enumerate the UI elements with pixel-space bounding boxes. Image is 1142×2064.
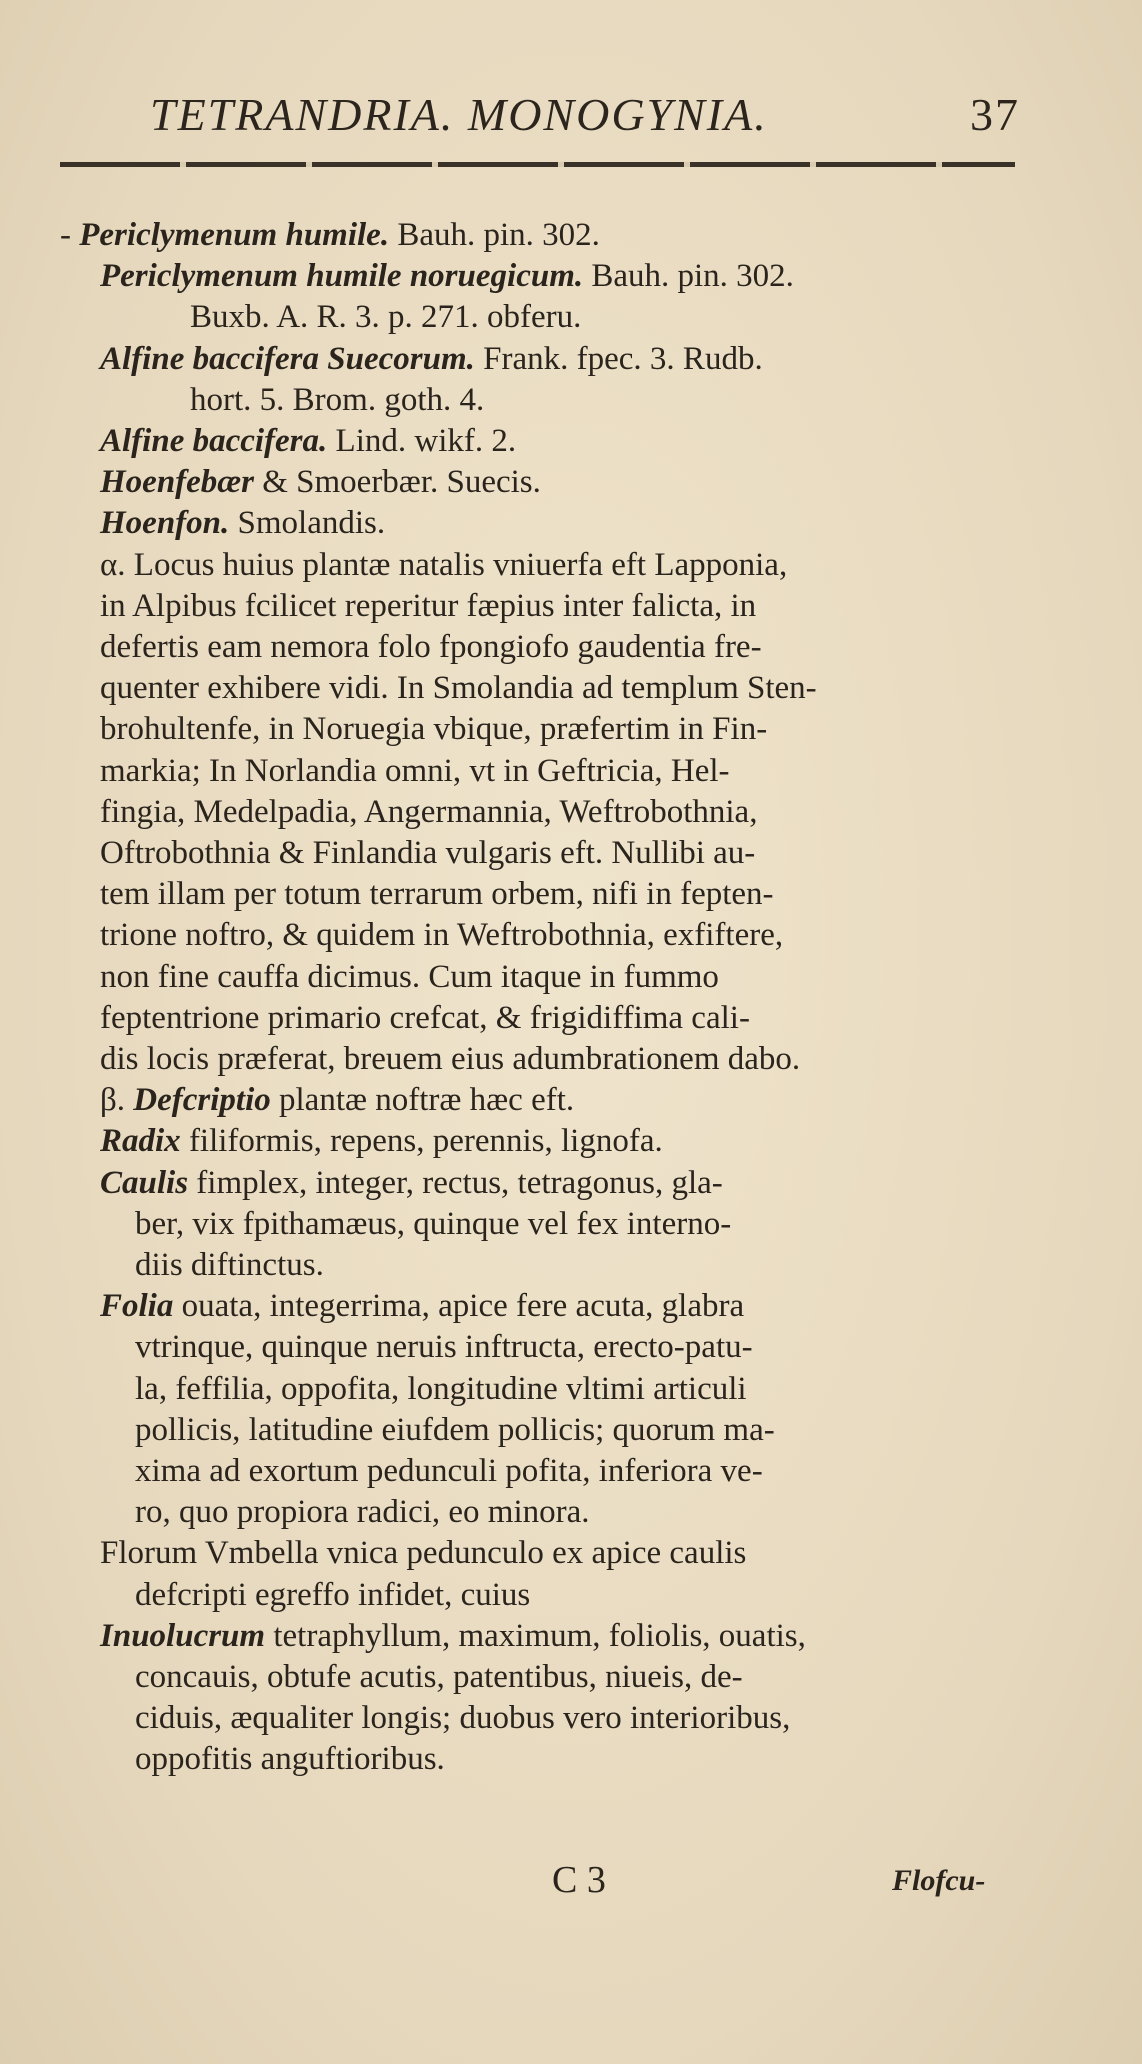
text-line	[100, 462, 541, 503]
text-line	[100, 1616, 806, 1657]
line-text: Frank. fpec. 3. Rudb.	[474, 340, 763, 377]
line-text: α. Locus huius plantæ natalis vniuerfa eft Lapponia,	[100, 546, 788, 583]
line-text: Buxb. A. R. 3. p. 271. obferu.	[190, 299, 582, 336]
text-line	[100, 833, 755, 874]
line-text: feptentrione primario crefcat, & frigidiffima cali-	[100, 999, 750, 1036]
italic-term: Defcriptio	[133, 1082, 271, 1119]
line-text: markia; In Norlandia omni, vt in Geftricia, Hel-	[100, 752, 730, 789]
line-text: oppofitis anguftioribus.	[135, 1741, 445, 1778]
running-header	[150, 88, 1020, 141]
line-text: defcripti egreffo infidet, cuius	[135, 1576, 531, 1613]
text-line	[100, 1039, 800, 1080]
header-rule	[60, 162, 1015, 167]
line-text: vtrinque, quinque neruis inftructa, erecto-patu-	[135, 1329, 753, 1366]
text-line	[60, 215, 600, 256]
line-text: Bauh. pin. 302.	[583, 258, 794, 295]
line-text: xima ad exortum pedunculi pofita, inferiora ve-	[135, 1453, 763, 1489]
line-text: fingia, Medelpadia, Angermannia, Weftrobothnia,	[100, 793, 758, 830]
header-title: TETRANDRIA. MONOGYNIA.	[150, 89, 768, 140]
line-text: la, feffilia, oppofita, longitudine vltimi articuli	[135, 1370, 747, 1407]
line-text: quenter exhibere vidi. In Smolandia ad templum Sten-	[100, 670, 817, 707]
text-line	[100, 1533, 746, 1574]
line-text: Bauh. pin. 302.	[389, 217, 600, 253]
text-line	[100, 627, 762, 668]
text-line	[100, 1286, 744, 1327]
line-text: ciduis, æqualiter longis; duobus vero interioribus,	[135, 1700, 791, 1737]
text-line	[100, 792, 757, 833]
page-number: 37	[970, 89, 1020, 140]
line-prefix: -	[60, 217, 80, 253]
text-line	[100, 957, 719, 998]
text-line	[135, 1369, 747, 1410]
text-line	[135, 1698, 790, 1739]
text-line	[135, 1657, 743, 1698]
text-line	[100, 1163, 723, 1204]
line-text: concauis, obtufe acutis, patentibus, niueis, de-	[135, 1659, 743, 1695]
italic-term: Periclymenum humile.	[79, 217, 390, 253]
line-text: Lind. wikf. 2.	[327, 423, 517, 459]
italic-term: Hoenfebær	[100, 464, 254, 501]
text-line	[190, 297, 581, 338]
text-line	[100, 874, 774, 915]
text-line	[190, 380, 484, 421]
line-text: tetraphyllum, maximum, foliolis, ouatis,	[265, 1617, 806, 1654]
line-text: Florum Vmbella vnica pedunculo ex apice caulis	[100, 1535, 747, 1572]
italic-term: Periclymenum humile noruegicum.	[100, 258, 584, 295]
line-text: defertis eam nemora folo fpongiofo gaudentia fre-	[100, 629, 762, 665]
text-line	[135, 1739, 445, 1780]
text-line	[135, 1245, 324, 1286]
text-line	[100, 421, 516, 462]
text-line	[100, 503, 385, 544]
text-line	[135, 1492, 590, 1533]
line-text: hort. 5. Brom. goth. 4.	[190, 381, 485, 418]
text-line	[135, 1575, 530, 1616]
text-line	[100, 1121, 663, 1162]
line-text: trione noftro, & quidem in Weftrobothnia, exfiftere,	[100, 917, 784, 954]
text-line	[135, 1204, 731, 1245]
text-line	[100, 668, 817, 709]
text-line	[100, 915, 783, 956]
text-line	[135, 1327, 753, 1368]
line-text: non fine cauffa dicimus. Cum itaque in fummo	[100, 958, 719, 995]
italic-term: Folia	[100, 1288, 174, 1325]
signature-mark: C 3	[552, 1859, 606, 1901]
line-text: Oftrobothnia & Finlandia vulgaris eft. Nullibi au-	[100, 835, 756, 871]
text-line	[100, 339, 763, 380]
italic-term: Hoenfon.	[100, 505, 230, 542]
line-text: tem illam per totum terrarum orbem, nifi in fepten-	[100, 876, 774, 913]
line-text: fimplex, integer, rectus, tetragonus, gla-	[188, 1164, 723, 1201]
text-line	[100, 256, 794, 297]
line-text: plantæ noftræ hæc eft.	[270, 1082, 575, 1119]
text-line	[100, 1080, 574, 1121]
text-line	[100, 998, 750, 1039]
line-text: in Alpibus fcilicet reperitur fæpius inter falicta, in	[100, 587, 757, 624]
line-text: dis locis præferat, breuem eius adumbrationem dabo.	[100, 1041, 801, 1077]
line-text: ro, quo propiora radici, eo minora.	[135, 1494, 590, 1531]
line-text: ber, vix fpithamæus, quinque vel fex interno-	[135, 1205, 732, 1242]
line-text: Smolandis.	[229, 505, 386, 542]
line-text: ouata, integerrima, apice fere acuta, glabra	[173, 1288, 745, 1325]
text-line	[100, 709, 767, 750]
italic-term: Alfine baccifera.	[100, 423, 328, 459]
italic-term: Caulis	[100, 1164, 189, 1201]
line-text: diis diftinctus.	[135, 1247, 324, 1283]
italic-term: Alfine baccifera Suecorum.	[100, 340, 475, 377]
italic-term: Inuolucrum	[100, 1617, 266, 1654]
line-text: brohultenfe, in Noruegia vbique, præfertim in Fin-	[100, 711, 768, 748]
line-text: pollicis, latitudine eiufdem pollicis; quorum ma-	[135, 1411, 775, 1448]
italic-term: Radix	[100, 1123, 181, 1160]
catchword: Flofcu-	[892, 1864, 986, 1897]
text-line	[135, 1410, 775, 1451]
text-line	[135, 1451, 763, 1492]
text-line	[100, 751, 730, 792]
text-line	[100, 586, 756, 627]
line-text: filiformis, repens, perennis, lignofa.	[180, 1123, 663, 1160]
line-prefix: β.	[100, 1082, 134, 1119]
line-text: & Smoerbær. Suecis.	[253, 464, 541, 501]
text-line	[100, 545, 787, 586]
